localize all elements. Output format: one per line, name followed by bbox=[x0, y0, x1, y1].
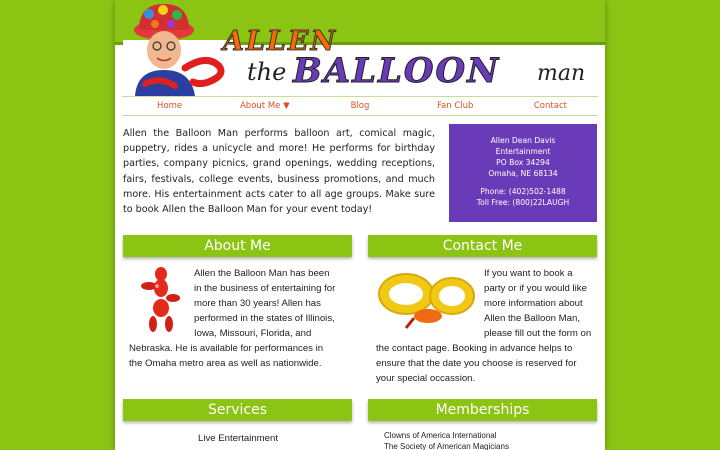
site-banner bbox=[115, 0, 605, 96]
contact-tollfree[interactable]: Toll Free: (800)22LAUGH bbox=[476, 198, 570, 207]
logo-balloon: BALLOON bbox=[293, 51, 501, 91]
nav-fan-club[interactable]: Fan Club bbox=[436, 101, 474, 111]
nav-blog[interactable]: Blog bbox=[350, 101, 370, 111]
contact-spacer bbox=[449, 179, 597, 186]
contact-text: If you want to book a party or if you would like more information about Allen the Balloon Man, please fill out the form on the contact page. Booking in advance helps to ensure that the date you choose is reserved for your special occassion. bbox=[376, 268, 592, 384]
balloon-animal-image bbox=[129, 266, 189, 334]
logo-the: the bbox=[247, 58, 287, 86]
contact-address-line1: PO Box 34294 bbox=[496, 158, 550, 167]
contact-address-line2: Omaha, NE 68134 bbox=[488, 169, 558, 178]
membership-item[interactable]: Clowns of America International bbox=[384, 431, 497, 440]
main-nav bbox=[122, 96, 598, 116]
services-heading: Services bbox=[123, 399, 352, 421]
memberships-heading: Memberships bbox=[368, 399, 597, 421]
page-container bbox=[115, 0, 605, 450]
contact-heading: Contact Me bbox=[368, 235, 597, 257]
intro-paragraph: Allen the Balloon Man performs balloon art, comical magic, puppetry, rides a unicycle and more! He performs for birthday parties, company picnics, grand openings, wedding receptions, fairs, festivals, college events, business promotions, and much more. His entertainment acts cater to all age groups. Make sure to book Allen the Balloon Man for your event today! bbox=[123, 128, 435, 216]
balloon-butterfly-image bbox=[376, 266, 479, 334]
nav-contact[interactable]: Contact bbox=[533, 101, 567, 111]
clown-photo bbox=[123, 4, 233, 96]
about-heading: About Me bbox=[123, 235, 352, 257]
contact-section bbox=[376, 266, 596, 386]
contact-info-box bbox=[449, 124, 597, 222]
services-item[interactable]: Live Entertainment bbox=[198, 433, 278, 444]
membership-item[interactable]: The Society of American Magicians bbox=[384, 442, 509, 450]
nav-home[interactable]: Home bbox=[157, 101, 183, 111]
contact-name: Allen Dean Davis bbox=[490, 136, 556, 145]
logo-man: man bbox=[537, 61, 586, 86]
about-section bbox=[129, 266, 337, 371]
site-logo[interactable] bbox=[115, 0, 605, 96]
memberships-list bbox=[384, 430, 509, 450]
contact-company: Entertainment bbox=[495, 147, 551, 156]
nav-about-me[interactable]: About Me ▼ bbox=[239, 101, 290, 111]
logo-allen: ALLEN bbox=[223, 26, 338, 57]
about-text: Allen the Balloon Man has been in the business of entertaining for more than 30 years! Allen has performed in the states of Illinois, Iowa, Missouri, Florida, and Nebraska. He is available for performances in the Omaha metro area as well as nationwide. bbox=[129, 268, 336, 369]
contact-phone[interactable]: Phone: (402)502-1488 bbox=[480, 187, 566, 196]
